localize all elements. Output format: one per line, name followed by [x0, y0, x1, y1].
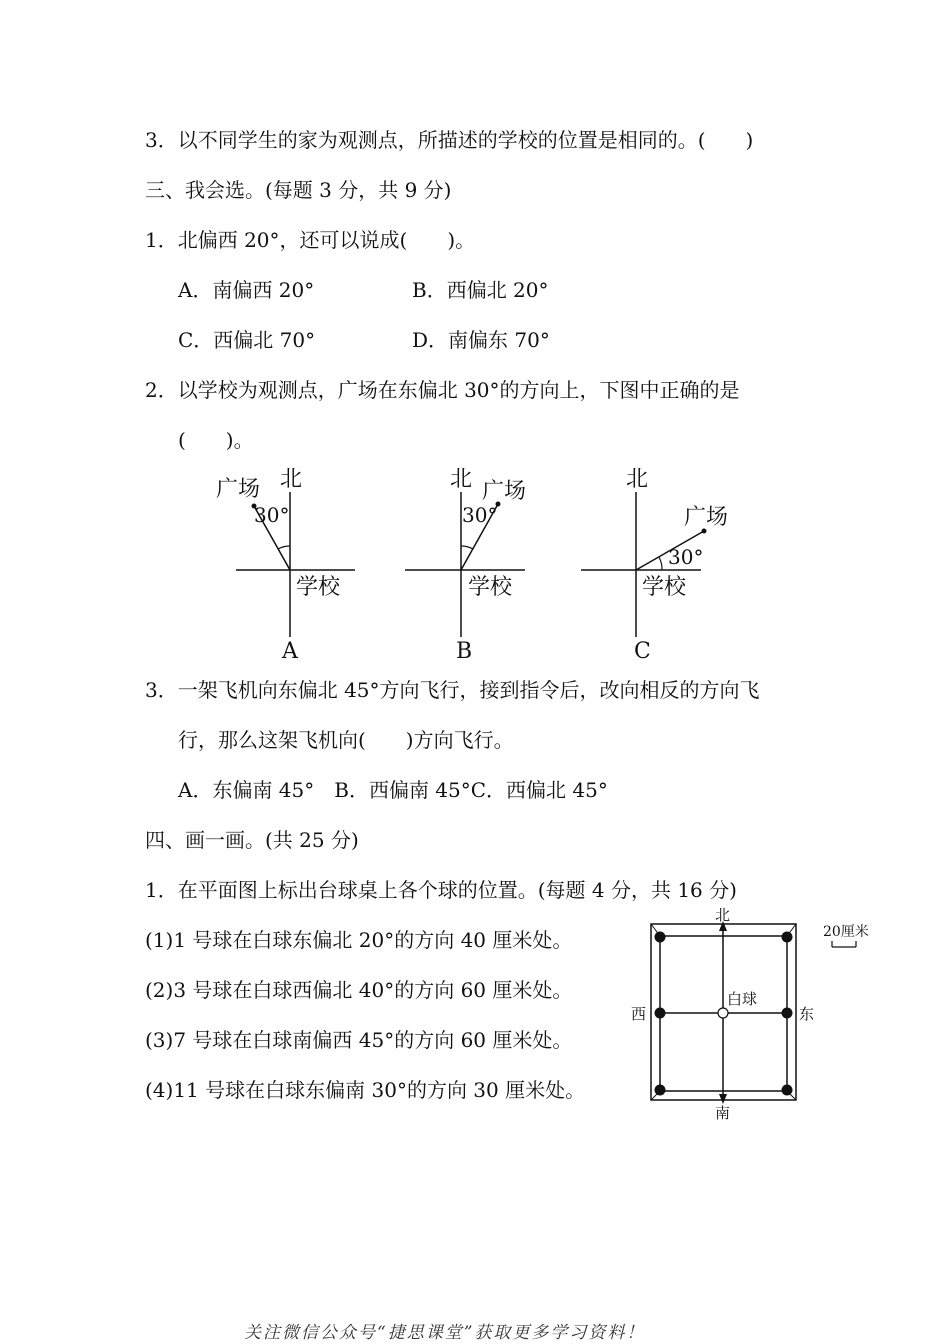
- diagram-a: [216, 467, 355, 662]
- question-choice-3: 3．一架飞机向东偏北 45°方向飞行，接到指令后，改向相反的方向飞: [145, 678, 760, 702]
- section-3-heading: 三、我会选。(每题 3 分，共 9 分): [145, 178, 452, 202]
- diagram-b-letter: B: [456, 639, 473, 662]
- diagram-a-school: 学校: [296, 575, 341, 600]
- question-choice-3-options: A．东偏南 45° B．西偏南 45°C．西偏北 45°: [178, 778, 608, 802]
- diagram-c: [581, 467, 728, 662]
- direction-diagrams: [0, 462, 950, 662]
- question-true-false-3: 3．以不同学生的家为观测点，所描述的学校的位置是相同的。( ): [145, 128, 754, 152]
- pocket-bottom-right: [782, 1085, 793, 1096]
- diagram-c-letter: C: [634, 639, 651, 662]
- scale-label: 20厘米: [823, 924, 869, 940]
- option-b: B．西偏北 20°: [412, 278, 549, 302]
- pocket-bottom-left: [655, 1085, 666, 1096]
- question-choice-3-cont: 行，那么这架飞机向( )方向飞行。: [178, 728, 514, 752]
- diagram-c-plaza: 广场: [684, 505, 729, 530]
- pocket-top-left: [655, 932, 666, 943]
- pocket-mid-left: [655, 1008, 666, 1019]
- draw-item-4: (4)11 号球在白球东偏南 30°的方向 30 厘米处。: [145, 1078, 586, 1102]
- section-4-heading: 四、画一画。(共 25 分): [145, 828, 359, 852]
- question-choice-2: 2．以学校为观测点，广场在东偏北 30°的方向上，下图中正确的是: [145, 378, 740, 402]
- question-choice-1: 1．北偏西 20°，还可以说成( )。: [145, 228, 476, 252]
- diagram-b-plaza: 广场: [482, 479, 527, 504]
- diagram-b: [405, 467, 526, 662]
- footer-note: 关注微信公众号“捷思课堂”获取更多学习资料！: [244, 1323, 646, 1343]
- table-west-label: 西: [631, 1005, 647, 1023]
- option-d: D．南偏东 70°: [412, 328, 550, 352]
- draw-item-2: (2)3 号球在白球西偏北 40°的方向 60 厘米处。: [145, 978, 573, 1002]
- billiard-table-plan: [625, 905, 885, 1125]
- diagram-b-angle: 30°: [462, 503, 498, 527]
- diagram-a-angle: 30°: [254, 503, 290, 527]
- diagram-c-school: 学校: [642, 575, 687, 600]
- option-c: C．西偏北 70°: [178, 328, 316, 352]
- diagram-b-north: 北: [450, 467, 473, 492]
- table-south-label: 南: [715, 1104, 731, 1122]
- cue-ball: [718, 1008, 728, 1018]
- diagram-c-north: 北: [626, 467, 649, 492]
- pocket-top-right: [782, 932, 793, 943]
- diagram-a-letter: A: [282, 639, 298, 662]
- pocket-mid-right: [782, 1008, 793, 1019]
- question-draw-1: 1．在平面图上标出台球桌上各个球的位置。(每题 4 分，共 16 分): [145, 878, 737, 902]
- draw-item-3: (3)7 号球在白球南偏西 45°的方向 60 厘米处。: [145, 1028, 573, 1052]
- cue-ball-label: 白球: [727, 990, 758, 1008]
- question-choice-2-blank: ( )。: [178, 428, 254, 452]
- diagram-b-school: 学校: [468, 575, 513, 600]
- diagram-a-plaza: 广场: [216, 477, 261, 502]
- draw-item-1: (1)1 号球在白球东偏北 20°的方向 40 厘米处。: [145, 928, 573, 952]
- option-a: A．南偏西 20°: [178, 278, 315, 302]
- table-north-label: 北: [715, 906, 731, 924]
- table-east-label: 东: [799, 1005, 815, 1023]
- diagram-c-angle: 30°: [668, 545, 704, 569]
- diagram-a-north: 北: [280, 467, 303, 492]
